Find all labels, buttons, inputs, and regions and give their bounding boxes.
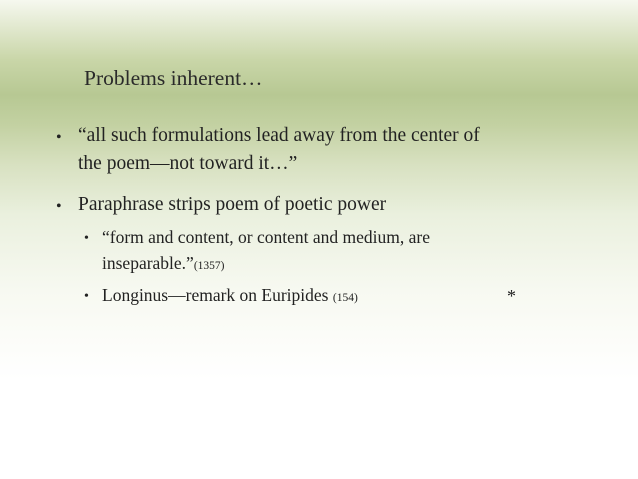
bullet-marker: •	[56, 129, 62, 146]
sub-bullet-2-text: Longinus—remark on Euripides	[102, 285, 333, 305]
page-reference: (154)	[332, 292, 358, 304]
sub-bullet-2-line-1	[102, 283, 358, 311]
sub-bullet-1-line-1: “form and content, or content and medium, are	[102, 227, 431, 247]
sub-bullet-1-text: inseparable.”	[102, 253, 194, 273]
slide-title: Problems inherent…	[84, 66, 263, 90]
bullet-1-line-2: the poem—not toward it…”	[78, 153, 298, 174]
asterisk-mark: *	[507, 286, 516, 306]
sub-bullet-marker: •	[84, 231, 89, 246]
bullet-marker: •	[56, 198, 62, 215]
bullet-2-line-1: Paraphrase strips poem of poetic power	[78, 194, 387, 215]
bullet-1-line-1: “all such formulations lead away from the center of	[78, 125, 480, 146]
sub-bullet-1-line-2	[102, 251, 225, 279]
sub-bullet-marker: •	[84, 289, 89, 304]
page-reference: (1357)	[193, 260, 225, 272]
